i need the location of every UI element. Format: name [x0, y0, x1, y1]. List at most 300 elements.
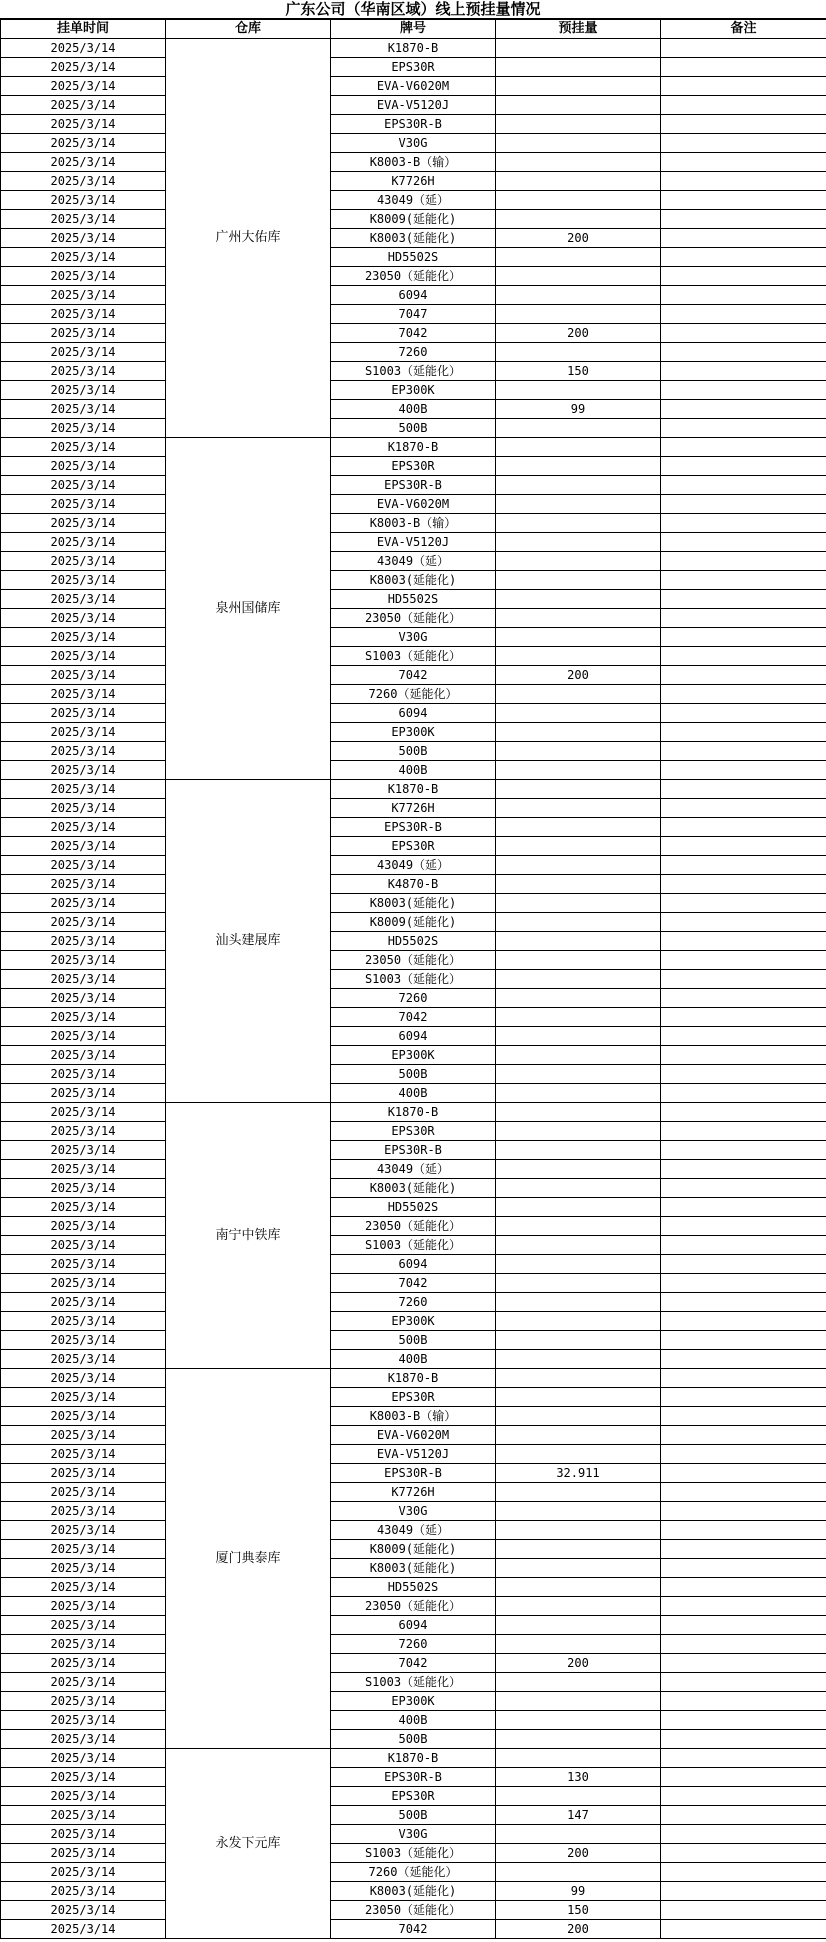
date-cell[interactable]: 2025/3/14 — [1, 1236, 166, 1255]
brand-cell[interactable]: K8003(延能化) — [331, 1559, 496, 1578]
note-cell[interactable] — [661, 1331, 826, 1350]
brand-cell[interactable]: K1870-B — [331, 438, 496, 457]
date-cell[interactable]: 2025/3/14 — [1, 96, 166, 115]
quantity-cell[interactable] — [496, 1787, 661, 1806]
date-cell[interactable]: 2025/3/14 — [1, 1844, 166, 1863]
quantity-cell[interactable] — [496, 153, 661, 172]
quantity-cell[interactable]: 150 — [496, 362, 661, 381]
brand-cell[interactable]: 500B — [331, 1806, 496, 1825]
note-cell[interactable] — [661, 1692, 826, 1711]
date-cell[interactable]: 2025/3/14 — [1, 818, 166, 837]
note-cell[interactable] — [661, 343, 826, 362]
brand-cell[interactable]: 43049（延） — [331, 1160, 496, 1179]
note-cell[interactable] — [661, 1426, 826, 1445]
brand-cell[interactable]: K1870-B — [331, 39, 496, 58]
brand-cell[interactable]: EVA-V6020M — [331, 1426, 496, 1445]
note-cell[interactable] — [661, 970, 826, 989]
note-cell[interactable] — [661, 267, 826, 286]
brand-cell[interactable]: K8003-B（输） — [331, 1407, 496, 1426]
note-cell[interactable] — [661, 1084, 826, 1103]
quantity-cell[interactable] — [496, 457, 661, 476]
quantity-cell[interactable] — [496, 913, 661, 932]
note-cell[interactable] — [661, 1578, 826, 1597]
date-cell[interactable]: 2025/3/14 — [1, 514, 166, 533]
date-cell[interactable]: 2025/3/14 — [1, 1160, 166, 1179]
brand-cell[interactable]: K8009(延能化) — [331, 913, 496, 932]
brand-cell[interactable]: 43049（延） — [331, 1521, 496, 1540]
note-cell[interactable] — [661, 495, 826, 514]
brand-cell[interactable]: 6094 — [331, 704, 496, 723]
note-cell[interactable] — [661, 1844, 826, 1863]
date-cell[interactable]: 2025/3/14 — [1, 1217, 166, 1236]
header-quantity[interactable]: 预挂量 — [496, 20, 661, 39]
date-cell[interactable]: 2025/3/14 — [1, 1084, 166, 1103]
date-cell[interactable]: 2025/3/14 — [1, 362, 166, 381]
quantity-cell[interactable] — [496, 1673, 661, 1692]
date-cell[interactable]: 2025/3/14 — [1, 153, 166, 172]
date-cell[interactable]: 2025/3/14 — [1, 1103, 166, 1122]
brand-cell[interactable]: K8003(延能化) — [331, 229, 496, 248]
quantity-cell[interactable] — [496, 1350, 661, 1369]
note-cell[interactable] — [661, 457, 826, 476]
date-cell[interactable]: 2025/3/14 — [1, 1008, 166, 1027]
quantity-cell[interactable] — [496, 647, 661, 666]
brand-cell[interactable]: K1870-B — [331, 1369, 496, 1388]
brand-cell[interactable]: 7042 — [331, 1920, 496, 1939]
date-cell[interactable]: 2025/3/14 — [1, 894, 166, 913]
note-cell[interactable] — [661, 286, 826, 305]
quantity-cell[interactable] — [496, 1255, 661, 1274]
brand-cell[interactable]: 43049（延） — [331, 552, 496, 571]
date-cell[interactable]: 2025/3/14 — [1, 1578, 166, 1597]
brand-cell[interactable]: 7260（延能化） — [331, 1863, 496, 1882]
quantity-cell[interactable] — [496, 723, 661, 742]
brand-cell[interactable]: EPS30R-B — [331, 1464, 496, 1483]
date-cell[interactable]: 2025/3/14 — [1, 628, 166, 647]
brand-cell[interactable]: S1003（延能化） — [331, 970, 496, 989]
header-note[interactable]: 备注 — [661, 20, 826, 39]
date-cell[interactable]: 2025/3/14 — [1, 1141, 166, 1160]
note-cell[interactable] — [661, 609, 826, 628]
date-cell[interactable]: 2025/3/14 — [1, 970, 166, 989]
brand-cell[interactable]: 7042 — [331, 1008, 496, 1027]
note-cell[interactable] — [661, 1673, 826, 1692]
brand-cell[interactable]: 7260 — [331, 1635, 496, 1654]
quantity-cell[interactable] — [496, 875, 661, 894]
date-cell[interactable]: 2025/3/14 — [1, 1711, 166, 1730]
brand-cell[interactable]: 6094 — [331, 1027, 496, 1046]
date-cell[interactable]: 2025/3/14 — [1, 1350, 166, 1369]
date-cell[interactable]: 2025/3/14 — [1, 1331, 166, 1350]
quantity-cell[interactable] — [496, 989, 661, 1008]
quantity-cell[interactable] — [496, 1426, 661, 1445]
quantity-cell[interactable]: 147 — [496, 1806, 661, 1825]
note-cell[interactable] — [661, 381, 826, 400]
header-date[interactable]: 挂单时间 — [1, 20, 166, 39]
note-cell[interactable] — [661, 666, 826, 685]
brand-cell[interactable]: 7260 — [331, 989, 496, 1008]
quantity-cell[interactable] — [496, 1692, 661, 1711]
note-cell[interactable] — [661, 1616, 826, 1635]
brand-cell[interactable]: S1003（延能化） — [331, 1673, 496, 1692]
note-cell[interactable] — [661, 1445, 826, 1464]
quantity-cell[interactable]: 200 — [496, 324, 661, 343]
note-cell[interactable] — [661, 1825, 826, 1844]
brand-cell[interactable]: S1003（延能化） — [331, 1844, 496, 1863]
note-cell[interactable] — [661, 1141, 826, 1160]
note-cell[interactable] — [661, 1312, 826, 1331]
note-cell[interactable] — [661, 723, 826, 742]
quantity-cell[interactable] — [496, 438, 661, 457]
date-cell[interactable]: 2025/3/14 — [1, 77, 166, 96]
quantity-cell[interactable] — [496, 172, 661, 191]
brand-cell[interactable]: 43049（延） — [331, 191, 496, 210]
quantity-cell[interactable] — [496, 1369, 661, 1388]
quantity-cell[interactable] — [496, 951, 661, 970]
brand-cell[interactable]: 23050（延能化） — [331, 609, 496, 628]
date-cell[interactable]: 2025/3/14 — [1, 1901, 166, 1920]
quantity-cell[interactable] — [496, 1711, 661, 1730]
brand-cell[interactable]: EPS30R — [331, 58, 496, 77]
brand-cell[interactable]: 23050（延能化） — [331, 1901, 496, 1920]
date-cell[interactable]: 2025/3/14 — [1, 1046, 166, 1065]
brand-cell[interactable]: EPS30R-B — [331, 818, 496, 837]
note-cell[interactable] — [661, 1274, 826, 1293]
brand-cell[interactable]: EP300K — [331, 1312, 496, 1331]
quantity-cell[interactable] — [496, 1331, 661, 1350]
quantity-cell[interactable]: 150 — [496, 1901, 661, 1920]
date-cell[interactable]: 2025/3/14 — [1, 1806, 166, 1825]
note-cell[interactable] — [661, 324, 826, 343]
brand-cell[interactable]: EP300K — [331, 1046, 496, 1065]
quantity-cell[interactable] — [496, 761, 661, 780]
note-cell[interactable] — [661, 1901, 826, 1920]
quantity-cell[interactable] — [496, 1179, 661, 1198]
date-cell[interactable]: 2025/3/14 — [1, 723, 166, 742]
note-cell[interactable] — [661, 115, 826, 134]
brand-cell[interactable]: 6094 — [331, 1255, 496, 1274]
quantity-cell[interactable] — [496, 115, 661, 134]
date-cell[interactable]: 2025/3/14 — [1, 1749, 166, 1768]
quantity-cell[interactable] — [496, 1217, 661, 1236]
note-cell[interactable] — [661, 894, 826, 913]
date-cell[interactable]: 2025/3/14 — [1, 1635, 166, 1654]
brand-cell[interactable]: V30G — [331, 1825, 496, 1844]
brand-cell[interactable]: EPS30R-B — [331, 476, 496, 495]
date-cell[interactable]: 2025/3/14 — [1, 1312, 166, 1331]
brand-cell[interactable]: K8003-B（输） — [331, 514, 496, 533]
brand-cell[interactable]: K8009(延能化) — [331, 1540, 496, 1559]
quantity-cell[interactable] — [496, 1597, 661, 1616]
warehouse-cell[interactable]: 广州大佑库 — [166, 39, 331, 438]
quantity-cell[interactable] — [496, 704, 661, 723]
date-cell[interactable]: 2025/3/14 — [1, 115, 166, 134]
note-cell[interactable] — [661, 1236, 826, 1255]
quantity-cell[interactable] — [496, 1483, 661, 1502]
date-cell[interactable]: 2025/3/14 — [1, 1540, 166, 1559]
note-cell[interactable] — [661, 1730, 826, 1749]
note-cell[interactable] — [661, 761, 826, 780]
note-cell[interactable] — [661, 1502, 826, 1521]
brand-cell[interactable]: 23050（延能化） — [331, 951, 496, 970]
quantity-cell[interactable] — [496, 856, 661, 875]
date-cell[interactable]: 2025/3/14 — [1, 343, 166, 362]
date-cell[interactable]: 2025/3/14 — [1, 913, 166, 932]
note-cell[interactable] — [661, 438, 826, 457]
date-cell[interactable]: 2025/3/14 — [1, 685, 166, 704]
quantity-cell[interactable] — [496, 1445, 661, 1464]
quantity-cell[interactable] — [496, 1103, 661, 1122]
warehouse-cell[interactable]: 汕头建展库 — [166, 780, 331, 1103]
note-cell[interactable] — [661, 1597, 826, 1616]
quantity-cell[interactable] — [496, 58, 661, 77]
date-cell[interactable]: 2025/3/14 — [1, 39, 166, 58]
date-cell[interactable]: 2025/3/14 — [1, 1825, 166, 1844]
brand-cell[interactable]: K8009(延能化) — [331, 210, 496, 229]
note-cell[interactable] — [661, 1806, 826, 1825]
brand-cell[interactable]: S1003（延能化） — [331, 647, 496, 666]
quantity-cell[interactable] — [496, 590, 661, 609]
quantity-cell[interactable] — [496, 1312, 661, 1331]
brand-cell[interactable]: EPS30R — [331, 1122, 496, 1141]
note-cell[interactable] — [661, 1787, 826, 1806]
brand-cell[interactable]: 23050（延能化） — [331, 1217, 496, 1236]
note-cell[interactable] — [661, 400, 826, 419]
date-cell[interactable]: 2025/3/14 — [1, 172, 166, 191]
brand-cell[interactable]: K7726H — [331, 172, 496, 191]
quantity-cell[interactable] — [496, 1540, 661, 1559]
date-cell[interactable]: 2025/3/14 — [1, 704, 166, 723]
quantity-cell[interactable] — [496, 1616, 661, 1635]
date-cell[interactable]: 2025/3/14 — [1, 58, 166, 77]
note-cell[interactable] — [661, 1008, 826, 1027]
brand-cell[interactable]: 7042 — [331, 1654, 496, 1673]
note-cell[interactable] — [661, 913, 826, 932]
date-cell[interactable]: 2025/3/14 — [1, 1882, 166, 1901]
quantity-cell[interactable] — [496, 210, 661, 229]
brand-cell[interactable]: 7260 — [331, 1293, 496, 1312]
brand-cell[interactable]: 500B — [331, 742, 496, 761]
brand-cell[interactable]: V30G — [331, 134, 496, 153]
quantity-cell[interactable] — [496, 514, 661, 533]
note-cell[interactable] — [661, 1027, 826, 1046]
date-cell[interactable]: 2025/3/14 — [1, 1768, 166, 1787]
quantity-cell[interactable] — [496, 552, 661, 571]
quantity-cell[interactable]: 99 — [496, 1882, 661, 1901]
date-cell[interactable]: 2025/3/14 — [1, 1274, 166, 1293]
note-cell[interactable] — [661, 1198, 826, 1217]
brand-cell[interactable]: S1003（延能化） — [331, 1236, 496, 1255]
brand-cell[interactable]: 400B — [331, 1350, 496, 1369]
date-cell[interactable]: 2025/3/14 — [1, 1863, 166, 1882]
date-cell[interactable]: 2025/3/14 — [1, 1616, 166, 1635]
brand-cell[interactable]: EPS30R — [331, 1388, 496, 1407]
brand-cell[interactable]: EVA-V6020M — [331, 495, 496, 514]
note-cell[interactable] — [661, 1255, 826, 1274]
brand-cell[interactable]: HD5502S — [331, 1578, 496, 1597]
brand-cell[interactable]: 6094 — [331, 286, 496, 305]
note-cell[interactable] — [661, 1293, 826, 1312]
brand-cell[interactable]: 400B — [331, 761, 496, 780]
brand-cell[interactable]: 400B — [331, 1084, 496, 1103]
quantity-cell[interactable] — [496, 970, 661, 989]
brand-cell[interactable]: 500B — [331, 1331, 496, 1350]
quantity-cell[interactable] — [496, 1008, 661, 1027]
note-cell[interactable] — [661, 172, 826, 191]
date-cell[interactable]: 2025/3/14 — [1, 1920, 166, 1939]
brand-cell[interactable]: V30G — [331, 628, 496, 647]
brand-cell[interactable]: 7047 — [331, 305, 496, 324]
note-cell[interactable] — [661, 476, 826, 495]
date-cell[interactable]: 2025/3/14 — [1, 1445, 166, 1464]
date-cell[interactable]: 2025/3/14 — [1, 837, 166, 856]
date-cell[interactable]: 2025/3/14 — [1, 1787, 166, 1806]
note-cell[interactable] — [661, 685, 826, 704]
quantity-cell[interactable] — [496, 39, 661, 58]
note-cell[interactable] — [661, 514, 826, 533]
brand-cell[interactable]: K4870-B — [331, 875, 496, 894]
date-cell[interactable]: 2025/3/14 — [1, 419, 166, 438]
brand-cell[interactable]: 400B — [331, 400, 496, 419]
note-cell[interactable] — [661, 628, 826, 647]
quantity-cell[interactable] — [496, 286, 661, 305]
brand-cell[interactable]: EPS30R — [331, 837, 496, 856]
date-cell[interactable]: 2025/3/14 — [1, 951, 166, 970]
date-cell[interactable]: 2025/3/14 — [1, 932, 166, 951]
brand-cell[interactable]: EPS30R-B — [331, 115, 496, 134]
date-cell[interactable]: 2025/3/14 — [1, 590, 166, 609]
note-cell[interactable] — [661, 229, 826, 248]
note-cell[interactable] — [661, 1559, 826, 1578]
note-cell[interactable] — [661, 1540, 826, 1559]
brand-cell[interactable]: K8003(延能化) — [331, 1179, 496, 1198]
quantity-cell[interactable] — [496, 77, 661, 96]
brand-cell[interactable]: EVA-V5120J — [331, 533, 496, 552]
quantity-cell[interactable] — [496, 1502, 661, 1521]
note-cell[interactable] — [661, 1350, 826, 1369]
note-cell[interactable] — [661, 153, 826, 172]
date-cell[interactable]: 2025/3/14 — [1, 286, 166, 305]
quantity-cell[interactable] — [496, 1825, 661, 1844]
date-cell[interactable]: 2025/3/14 — [1, 381, 166, 400]
quantity-cell[interactable] — [496, 685, 661, 704]
note-cell[interactable] — [661, 856, 826, 875]
warehouse-cell[interactable]: 永发下元库 — [166, 1749, 331, 1939]
date-cell[interactable]: 2025/3/14 — [1, 1673, 166, 1692]
note-cell[interactable] — [661, 780, 826, 799]
note-cell[interactable] — [661, 1711, 826, 1730]
note-cell[interactable] — [661, 533, 826, 552]
brand-cell[interactable]: 400B — [331, 1711, 496, 1730]
date-cell[interactable]: 2025/3/14 — [1, 476, 166, 495]
date-cell[interactable]: 2025/3/14 — [1, 1255, 166, 1274]
note-cell[interactable] — [661, 1160, 826, 1179]
date-cell[interactable]: 2025/3/14 — [1, 1483, 166, 1502]
note-cell[interactable] — [661, 704, 826, 723]
warehouse-cell[interactable]: 泉州国储库 — [166, 438, 331, 780]
brand-cell[interactable]: S1003（延能化） — [331, 362, 496, 381]
date-cell[interactable]: 2025/3/14 — [1, 1426, 166, 1445]
quantity-cell[interactable]: 200 — [496, 666, 661, 685]
brand-cell[interactable]: K7726H — [331, 1483, 496, 1502]
quantity-cell[interactable] — [496, 1065, 661, 1084]
quantity-cell[interactable]: 200 — [496, 1844, 661, 1863]
quantity-cell[interactable]: 130 — [496, 1768, 661, 1787]
date-cell[interactable]: 2025/3/14 — [1, 495, 166, 514]
note-cell[interactable] — [661, 552, 826, 571]
header-brand[interactable]: 牌号 — [331, 20, 496, 39]
quantity-cell[interactable] — [496, 267, 661, 286]
brand-cell[interactable]: 500B — [331, 1730, 496, 1749]
note-cell[interactable] — [661, 305, 826, 324]
quantity-cell[interactable] — [496, 818, 661, 837]
note-cell[interactable] — [661, 58, 826, 77]
date-cell[interactable]: 2025/3/14 — [1, 647, 166, 666]
note-cell[interactable] — [661, 1179, 826, 1198]
quantity-cell[interactable] — [496, 1046, 661, 1065]
brand-cell[interactable]: K8003-B（输） — [331, 153, 496, 172]
brand-cell[interactable]: V30G — [331, 1502, 496, 1521]
date-cell[interactable]: 2025/3/14 — [1, 1198, 166, 1217]
note-cell[interactable] — [661, 1483, 826, 1502]
date-cell[interactable]: 2025/3/14 — [1, 210, 166, 229]
date-cell[interactable]: 2025/3/14 — [1, 400, 166, 419]
quantity-cell[interactable] — [496, 780, 661, 799]
quantity-cell[interactable] — [496, 1635, 661, 1654]
quantity-cell[interactable] — [496, 1749, 661, 1768]
quantity-cell[interactable] — [496, 742, 661, 761]
brand-cell[interactable]: EPS30R-B — [331, 1141, 496, 1160]
date-cell[interactable]: 2025/3/14 — [1, 609, 166, 628]
note-cell[interactable] — [661, 647, 826, 666]
quantity-cell[interactable] — [496, 96, 661, 115]
note-cell[interactable] — [661, 1464, 826, 1483]
date-cell[interactable]: 2025/3/14 — [1, 799, 166, 818]
quantity-cell[interactable] — [496, 1407, 661, 1426]
quantity-cell[interactable] — [496, 134, 661, 153]
date-cell[interactable]: 2025/3/14 — [1, 533, 166, 552]
date-cell[interactable]: 2025/3/14 — [1, 1521, 166, 1540]
quantity-cell[interactable]: 200 — [496, 1920, 661, 1939]
date-cell[interactable]: 2025/3/14 — [1, 305, 166, 324]
note-cell[interactable] — [661, 210, 826, 229]
quantity-cell[interactable] — [496, 1578, 661, 1597]
date-cell[interactable]: 2025/3/14 — [1, 1407, 166, 1426]
note-cell[interactable] — [661, 932, 826, 951]
note-cell[interactable] — [661, 837, 826, 856]
brand-cell[interactable]: EPS30R — [331, 1787, 496, 1806]
quantity-cell[interactable] — [496, 1027, 661, 1046]
quantity-cell[interactable] — [496, 1084, 661, 1103]
brand-cell[interactable]: HD5502S — [331, 248, 496, 267]
quantity-cell[interactable] — [496, 1236, 661, 1255]
brand-cell[interactable]: 500B — [331, 419, 496, 438]
quantity-cell[interactable]: 99 — [496, 400, 661, 419]
note-cell[interactable] — [661, 1654, 826, 1673]
date-cell[interactable]: 2025/3/14 — [1, 875, 166, 894]
date-cell[interactable]: 2025/3/14 — [1, 1730, 166, 1749]
note-cell[interactable] — [661, 1863, 826, 1882]
brand-cell[interactable]: EVA-V5120J — [331, 96, 496, 115]
quantity-cell[interactable]: 200 — [496, 229, 661, 248]
note-cell[interactable] — [661, 1046, 826, 1065]
note-cell[interactable] — [661, 989, 826, 1008]
note-cell[interactable] — [661, 1369, 826, 1388]
note-cell[interactable] — [661, 590, 826, 609]
brand-cell[interactable]: 23050（延能化） — [331, 267, 496, 286]
note-cell[interactable] — [661, 419, 826, 438]
brand-cell[interactable]: HD5502S — [331, 932, 496, 951]
